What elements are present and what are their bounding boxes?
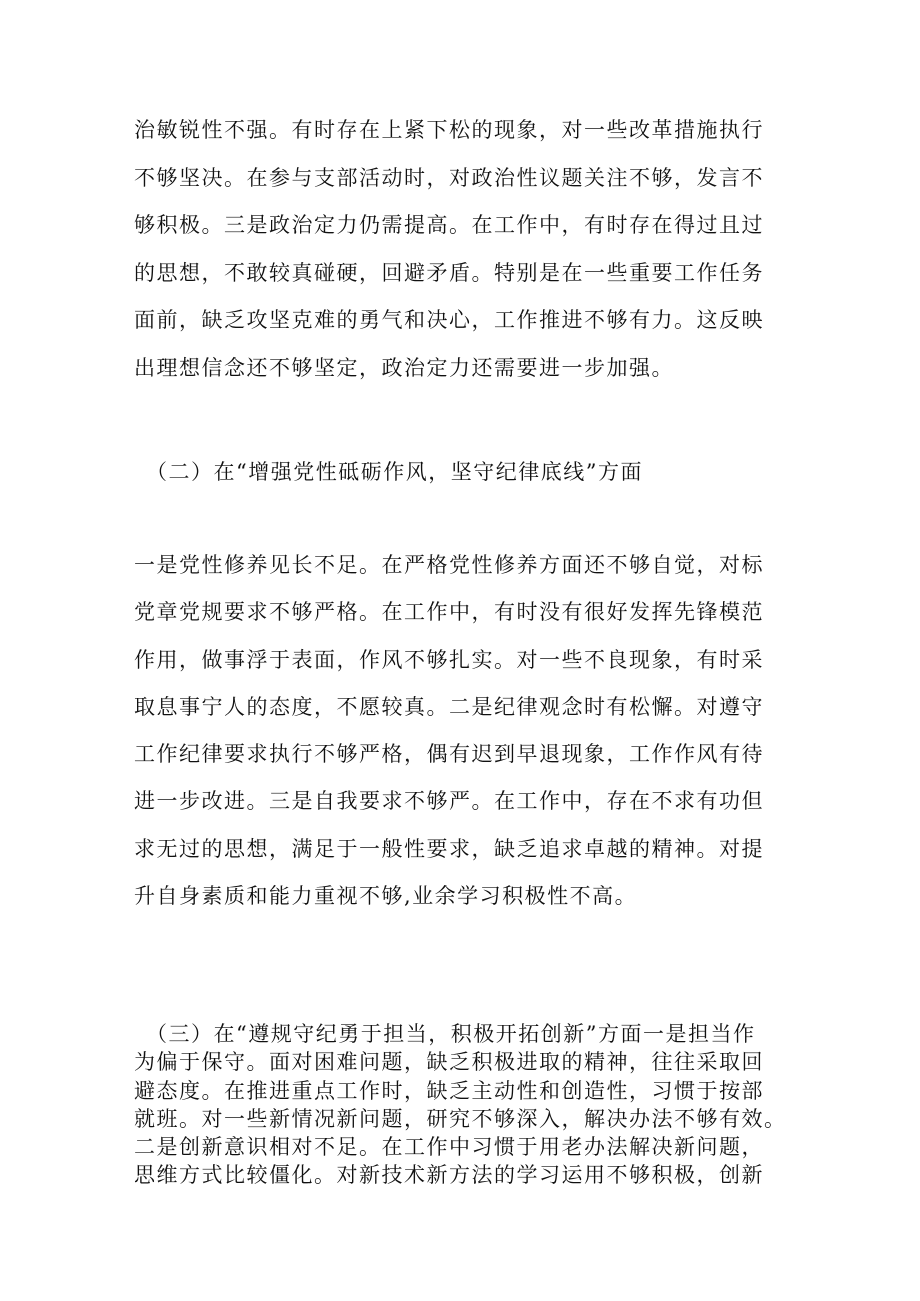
text-line: 进一步改进。三是自我要求不够严。在工作中，存在不求有功但: [134, 789, 764, 814]
text-line: 工作纪律要求执行不够严格，偶有迟到早退现象，工作作风有待: [134, 742, 764, 767]
text-line: （三）在“遵规守纪勇于担当，积极开拓创新”方面一是担当作: [146, 1022, 756, 1046]
text-line: 不够坚决。在参与支部活动时，对政治性议题关注不够，发言不: [134, 165, 764, 190]
paragraph-party-spirit: [134, 542, 814, 920]
text-line: 够积极。三是政治定力仍需提高。在工作中，有时存在得过且过: [134, 213, 764, 237]
text-line: 出理想信念还不够坚定，政治定力还需要进一步加强。: [134, 355, 674, 380]
paragraph-responsibility-innovation: [134, 1020, 814, 1190]
text-line: 升自身素质和能力重视不够,业余学习积极性不高。: [134, 884, 638, 909]
text-line: 取息事宁人的态度，不愿较真。二是纪律观念时有松懈。对遵守: [134, 694, 764, 719]
text-line: 一是党性修养见长不足。在严格党性修养方面还不够自觉，对标: [134, 553, 764, 577]
text-line: 治敏锐性不强。有时存在上紧下松的现象，对一些改革措施执行: [134, 118, 764, 142]
text-line: 二是创新意识相对不足。在工作中习惯于用老办法解决新问题，: [134, 1135, 764, 1160]
section-heading-2: （二）在“增强党性砥砺作风，坚守纪律底线”方面: [146, 460, 643, 484]
text-line: 为偏于保守。面对困难问题，缺乏积极进取的精神，往往采取回: [134, 1050, 764, 1075]
paragraph-political-awareness: [134, 107, 814, 392]
text-line: 思维方式比较僵化。对新技术新方法的学习运用不够积极，创新: [134, 1163, 764, 1188]
text-line: 作用，做事浮于表面，作风不够扎实。对一些不良现象，有时采: [134, 647, 764, 672]
text-line: 的思想，不敢较真碰硬，回避矛盾。特别是在一些重要工作任务: [134, 260, 764, 285]
text-line: 避态度。在推进重点工作时，缺乏主动性和创造性，习惯于按部: [134, 1078, 764, 1103]
text-line: 党章党规要求不够严格。在工作中，有时没有很好发挥先锋模范: [134, 600, 764, 625]
text-line: 求无过的思想，满足于一般性要求，缺乏追求卓越的精神。对提: [134, 836, 764, 861]
text-line: 就班。对一些新情况新问题，研究不够深入，解决办法不够有效。: [134, 1106, 787, 1131]
text-line: 面前，缺乏攻坚克难的勇气和决心，工作推进不够有力。这反映: [134, 308, 764, 332]
